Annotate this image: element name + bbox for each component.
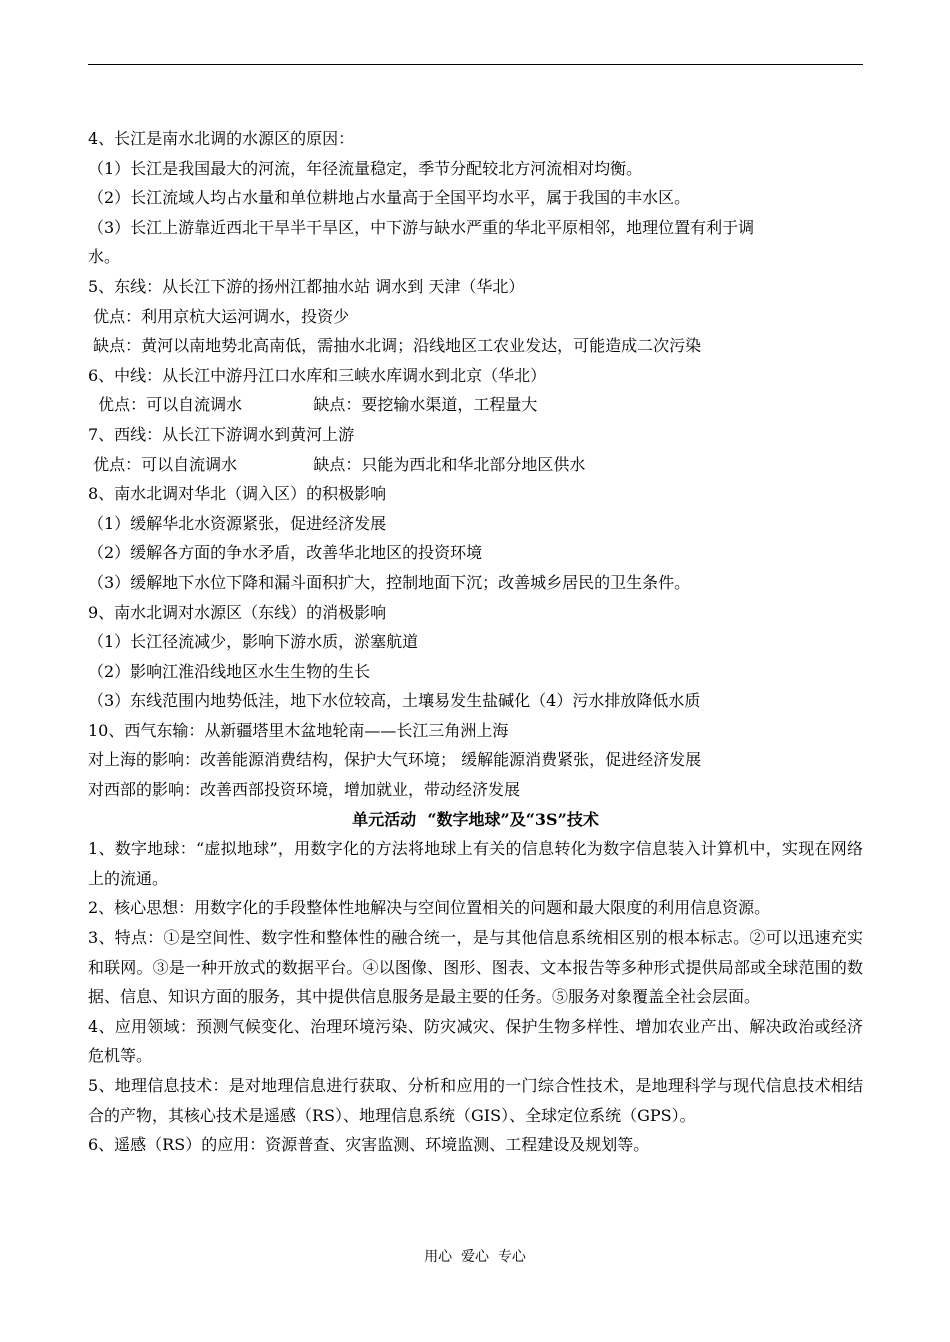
section-heading: 单元活动 “数字地球”及“3S”技术 <box>352 809 599 829</box>
document-body <box>88 124 863 1160</box>
text-line: 9、南水北调对水源区（东线）的消极影响 <box>88 602 387 622</box>
text-line: （3）缓解地下水位下降和漏斗面积扩大，控制地面下沉；改善城乡居民的卫生条件。 <box>88 572 691 592</box>
paragraph: 3、特点：①是空间性、数字性和整体性的融合统一，是与其他信息系统相区别的根本标志。②可以迅速充实和联网。③是一种开放式的数据平台。④以图像、图形、图表、文本报告等多种形式提供局部或全球范围的数据、信息、知识方面的服务，其中提供信息服务是最主要的任务。⑤服务对象覆盖全社会层面。 <box>88 928 863 1007</box>
text-line: 优点：可以自流调水 缺点：要挖输水渠道，工程量大 <box>88 395 538 415</box>
header-rule <box>88 64 863 65</box>
text-line: （2）缓解各方面的争水矛盾，改善华北地区的投资环境 <box>88 543 483 563</box>
text-line: 水。 <box>88 247 121 267</box>
paragraph: 1、数字地球：“虚拟地球”，用数字化的方法将地球上有关的信息转化为数字信息装入计算机中，实现在网络上的流通。 <box>88 839 863 888</box>
text-line: 对西部的影响：改善西部投资环境，增加就业，带动经济发展 <box>88 780 521 800</box>
text-line: 4、长江是南水北调的水源区的原因： <box>88 129 355 148</box>
text-line: 优点：可以自流调水 缺点：只能为西北和华北部分地区供水 <box>88 454 586 474</box>
text-line: 5、东线：从长江下游的扬州江都抽水站 调水到 天津（华北） <box>88 276 525 296</box>
text-line: （1）长江是我国最大的河流，年径流量稳定，季节分配较北方河流相对均衡。 <box>88 158 643 178</box>
text-line: （3）东线范围内地势低洼，地下水位较高，土壤易发生盐碱化（4）污水排放降低水质 <box>88 691 701 711</box>
text-line: 6、中线：从长江中游丹江口水库和三峡水库调水到北京（华北） <box>88 365 547 385</box>
page-footer: 用心 爱心 专心 <box>424 1249 526 1265</box>
text-line: 7、西线：从长江下游调水到黄河上游 <box>88 424 355 444</box>
text-line: 优点：利用京杭大运河调水，投资少 <box>88 306 350 326</box>
paragraph: 4、应用领域：预测气候变化、治理环境污染、防灾减灾、保护生物多样性、增加农业产出、解决政治或经济危机等。 <box>88 1016 863 1066</box>
text-line: （1）长江径流减少，影响下游水质，淤塞航道 <box>88 632 419 652</box>
text-line: （2）影响江淮沿线地区水生生物的生长 <box>88 661 371 681</box>
text-line: 缺点：黄河以南地势北高南低，需抽水北调；沿线地区工农业发达，可能造成二次污染 <box>88 336 702 356</box>
text-line: 8、南水北调对华北（调入区）的积极影响 <box>88 484 387 504</box>
text-line: （2）长江流域人均占水量和单位耕地占水量高于全国平均水平，属于我国的丰水区。 <box>88 188 691 208</box>
paragraph: 5、地理信息技术：是对地理信息进行获取、分析和应用的一门综合性技术，是地理科学与现代信息技术相结合的产物，其核心技术是遥感（RS）、地理信息系统（GIS）、全球定位系统（GPS）。 <box>88 1076 863 1125</box>
text-line: （1）缓解华北水资源紧张，促进经济发展 <box>88 513 387 533</box>
text-line: 10、西气东输：从新疆塔里木盆地轮南——长江三角洲上海 <box>88 720 509 740</box>
paragraph: 6、遥感（RS）的应用：资源普查、灾害监测、环境监测、工程建设及规划等。 <box>88 1135 650 1155</box>
paragraph: 2、核心思想：用数字化的手段整体性地解决与空间位置相关的问题和最大限度的利用信息资源。 <box>88 898 771 918</box>
text-line: 对上海的影响：改善能源消费结构，保护大气环境； 缓解能源消费紧张，促进经济发展 <box>88 750 702 770</box>
text-line: （3）长江上游靠近西北干旱半干旱区，中下游与缺水严重的华北平原相邻，地理位置有利于调 <box>88 217 755 237</box>
